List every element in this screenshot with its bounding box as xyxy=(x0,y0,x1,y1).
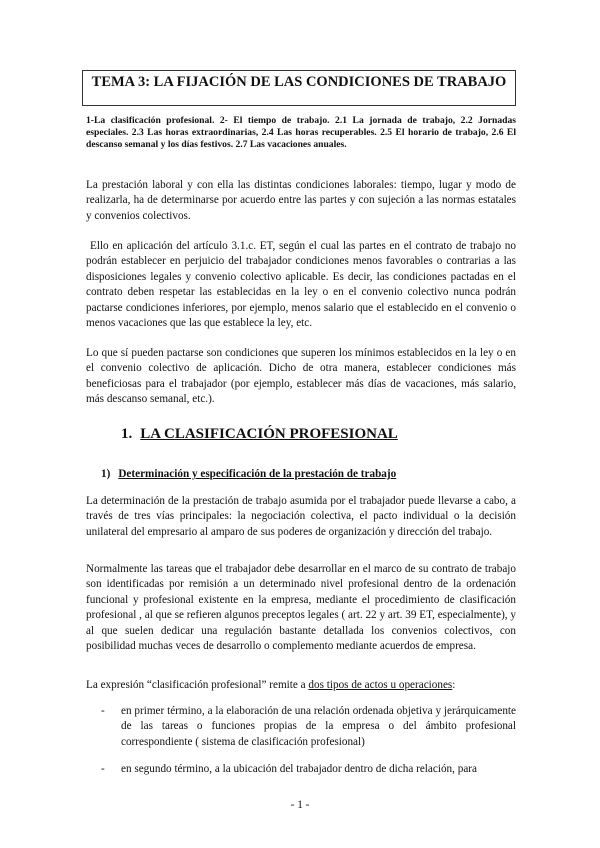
document-title: TEMA 3: LA FIJACIÓN DE LAS CONDICIONES DE TRABAJO xyxy=(82,70,516,106)
paragraph-article: Ello en aplicación del artículo 3.1.c. ET, según el cual las partes en el contrato de trabajo no podrán establecer en perjuicio del trabajador condiciones menos favorables o contrarias a las disposiciones legales y convenio colectivo aplicable. Es decir, las condiciones pactadas en el contrato deben respetar las establecidas en la ley o en el convenio colectivo nunca podrán pactarse condiciones inferiores, por ejemplo, menos salario que el establecido en el convenio o menos vacaciones que las que establece la ley, etc. xyxy=(86,240,516,330)
section-title: LA CLASIFICACIÓN PROFESIONAL xyxy=(140,426,398,442)
section-heading xyxy=(121,426,398,443)
paragraph-expression xyxy=(86,678,516,693)
expression-middle: remite a xyxy=(266,679,309,691)
section-number: 1. xyxy=(121,426,133,442)
paragraph-improvements: Lo que sí pueden pactarse son condiciones que superen los mínimos establecidos en la ley o en el convenio colectivo de aplicación. Dicho de otra manera, establecer condiciones más beneficiosas para el trabajador (por ejemplo, establecer más días de vacaciones, más salario, más descanso semanal, etc.). xyxy=(86,347,516,406)
paragraph-classification: Normalmente las tareas que el trabajador debe desarrollar en el marco de su contrato de trabajo son identificadas por remisión a un determinado nivel profesional dentro de la ordenación funcional y profesional existente en la empresa, mediante el procedimiento de clasificación profesional , al que se refieren algunos preceptos legales ( art. 22 y art. 39 ET, especialmente), y al que suelen dedicar una regulación bastante detallada los convenios colectivos, con posibilidad muchas veces de desarrollo o complemento mediante acuerdos de empresa. xyxy=(86,563,516,653)
subsection-number: 1) xyxy=(101,468,111,480)
list-item xyxy=(101,762,516,777)
paragraph-intro: La prestación laboral y con ella las distintas condiciones laborales: tiempo, lugar y modo de realizarla, ha de determinarse por acuerdo entre las partes y con sujeción a las normas estatales y convenios colectivos. xyxy=(86,179,516,222)
expression-quoted: “clasificación profesional” xyxy=(146,679,267,691)
paragraph-determination: La determinación de la prestación de trabajo asumida por el trabajador puede llevarse a cabo, a través de tres vías principales: la negociación colectiva, el pacto individual o la decisión unilateral del empresario al amparo de sus poderes de organización y dirección del trabajo. xyxy=(86,495,516,538)
list-item-text: en primer término, a la elaboración de una relación ordenada objetiva y jerárquicamente de las tareas o funciones propias de la empresa o del ámbito profesional correspondiente ( sistema de clasificación profesional) xyxy=(121,705,516,748)
subsection-heading xyxy=(101,468,396,480)
expression-before: La expresión xyxy=(86,679,147,691)
list-item xyxy=(101,704,516,750)
expression-underlined: dos tipos de actos u operaciones xyxy=(308,679,453,691)
bullet-marker: - xyxy=(101,763,105,775)
subsection-title: Determinación y especificación de la prestación de trabajo xyxy=(118,468,397,480)
bullet-marker: - xyxy=(101,705,105,717)
topics-summary: 1-La clasificación profesional. 2- El tiempo de trabajo. 2.1 La jornada de trabajo, 2.2 Jornadas especiales. 2.3 Las horas extraordinarias, 2.4 Las horas recuperables. 2.5 El horario de trabajo, 2.6 El descanso semanal y los días festivos. 2.7 Las vacaciones anuales. xyxy=(86,115,516,150)
page-number: - 1 - xyxy=(290,799,310,811)
list-item-text: en segundo término, a la ubicación del trabajador dentro de dicha relación, para xyxy=(121,763,477,775)
expression-after: : xyxy=(452,679,456,691)
